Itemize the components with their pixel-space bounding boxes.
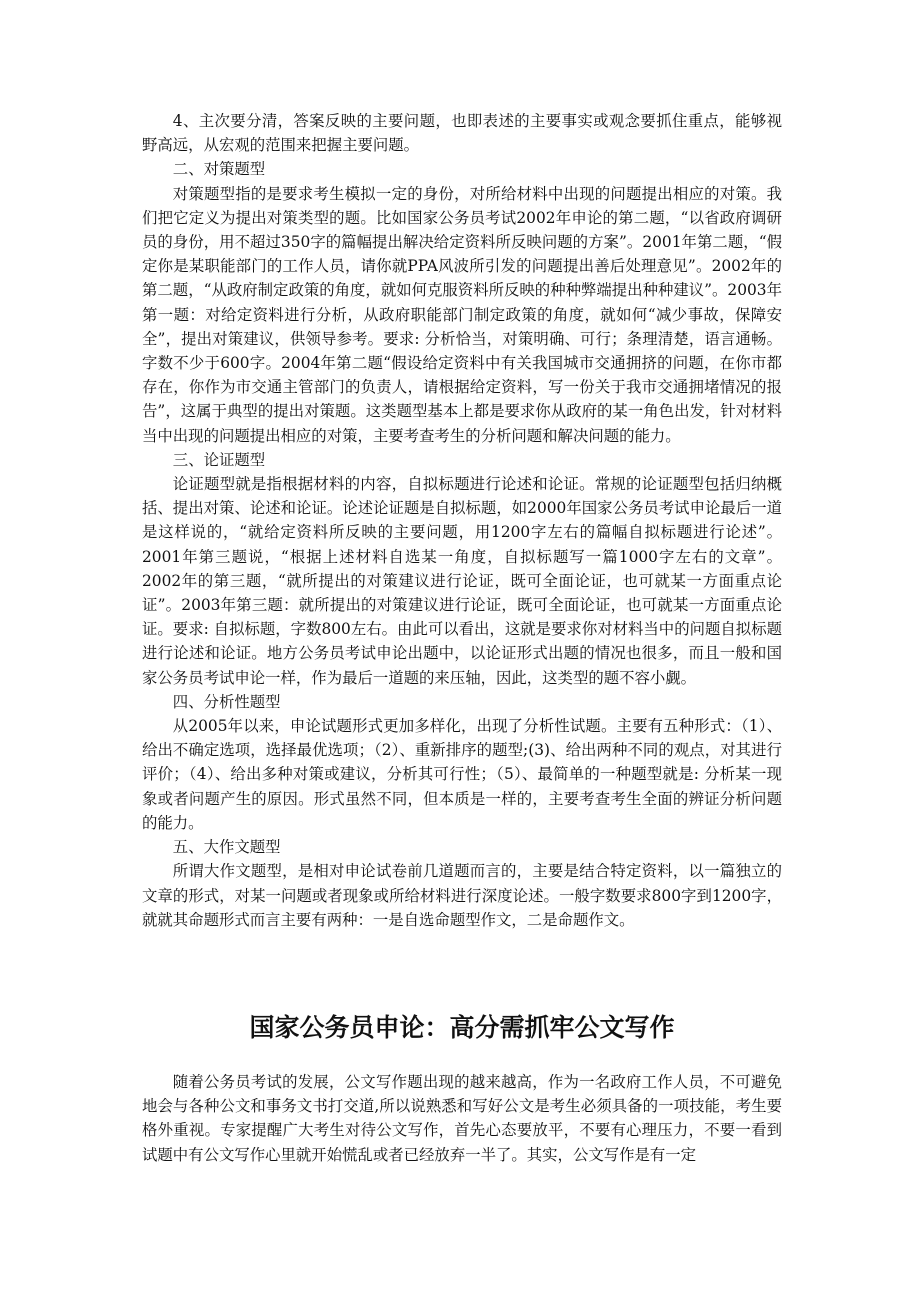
article-paragraph: 随着公务员考试的发展，公文写作题出现的越来越高，作为一名政府工作人员，不可避免地会与各种公文和事务文书打交道,所以说熟悉和写好公文是考生必须具备的一项技能，考生要格外重视。专家提醒广大考生对待公文写作，首先心态要放平，不要有心理压力，不要一看到试题中有公文写作心里就开始慌乱或者已经放弃一半了。其实，公文写作是有一定 — [142, 1073, 782, 1164]
paragraph-essay: 所谓大作文题型，是相对申论试卷前几道题而言的，主要是结合特定资料，以一篇独立的文章的形式，对某一问题或者现象或所给材料进行深度论述。一般字数要求800字到1200字，就就其命题形式而言主要有两种：一是自选命题型作文，二是命题作文。 — [142, 862, 782, 929]
paragraph-argument: 论证题型就是指根据材料的内容，自拟标题进行论述和论证。常规的论证题型包括归纳概括、提出对策、论述和论证。论述论证题是自拟标题，如2000年国家公务员考试申论最后一道是这样说的，“就给定资料所反映的主要问题，用1200字左右的篇幅自拟标题进行论述”。2001年第三题说，“根据上述材料自选某一角度，自拟标题写一篇1000字左右的文章”。2002年的第三题，“就所提出的对策建议进行论证，既可全面论证，也可就某一方面重点论证”。2003年第三题：就所提出的对策建议进行论证，既可全面论证，也可就某一方面重点论证。要求: 自拟标题，字数800左右。由此可以看出，这就是要求你对材料当中的问题自拟标题进行论述和论证。地方公务员考试申论出题中，以论证形式出题的情况也很多，而且一般和国家公务员考试申论一样，作为最后一道题的来压轴，因此，这类型的题不容小觑。 — [142, 475, 782, 687]
heading-countermeasure: 二、对策题型 — [172, 160, 266, 179]
heading-analysis: 四、分析性题型 — [172, 692, 281, 711]
article-title: 国家公务员申论：高分需抓牢公文写作 — [249, 1013, 675, 1042]
paragraph-point-4: 4、主次要分清，答案反映的主要问题，也即表述的主要事实或观念要抓住重点，能够视野高远，从宏观的范围来把握主要问题。 — [142, 112, 782, 155]
document-body — [142, 109, 782, 932]
heading-argument: 三、论证题型 — [172, 450, 266, 469]
article-body — [142, 1070, 782, 1167]
paragraph-countermeasure: 对策题型指的是要求考生模拟一定的身份，对所给材料中出现的问题提出相应的对策。我们把它定义为提出对策类型的题。比如国家公务员考试2002年申论的第二题，“以省政府调研员的身份，用不超过350字的篇幅提出解决给定资料所反映问题的方案”。2001年第二题，“假定你是某职能部门的工作人员，请你就PPA风波所引发的问题提出善后处理意见”。2002年的第二题，“从政府制定政策的角度，就如何克服资料所反映的种种弊端提出种种建议”。2003年第一题：对给定资料进行分析，从政府职能部门制定政策的角度，就如何“减少事故，保障安全”，提出对策建议，供领导参考。要求: 分析恰当，对策明确、可行；条理清楚，语言通畅。字数不少于600字。2004年第二题“假设给定资料中有关我国城市交通拥挤的问题，在你市都存在，你作为市交通主管部门的负责人，请根据给定资料，写一份关于我市交通拥堵情况的报告”，这属于典型的提出对策题。这类题型基本上都是要求你从政府的某一角色出发，针对材料当中出现的问题提出相应的对策，主要考查考生的分析问题和解决问题的能力。 — [142, 184, 782, 445]
paragraph-analysis: 从2005年以来，申论试题形式更加多样化，出现了分析性试题。主要有五种形式：（1）、给出不确定选项，选择最优选项；（2）、重新排序的题型;(3)、给出两种不同的观点，对其进行评价；（4）、给出多种对策或建议，分析其可行性；（5）、最简单的一种题型就是: 分析某一现象或者问题产生的原因。形式虽然不同，但本质是一样的，主要考查考生全面的辨证分析问题的能力。 — [142, 717, 782, 832]
heading-essay: 五、大作文题型 — [172, 838, 281, 857]
